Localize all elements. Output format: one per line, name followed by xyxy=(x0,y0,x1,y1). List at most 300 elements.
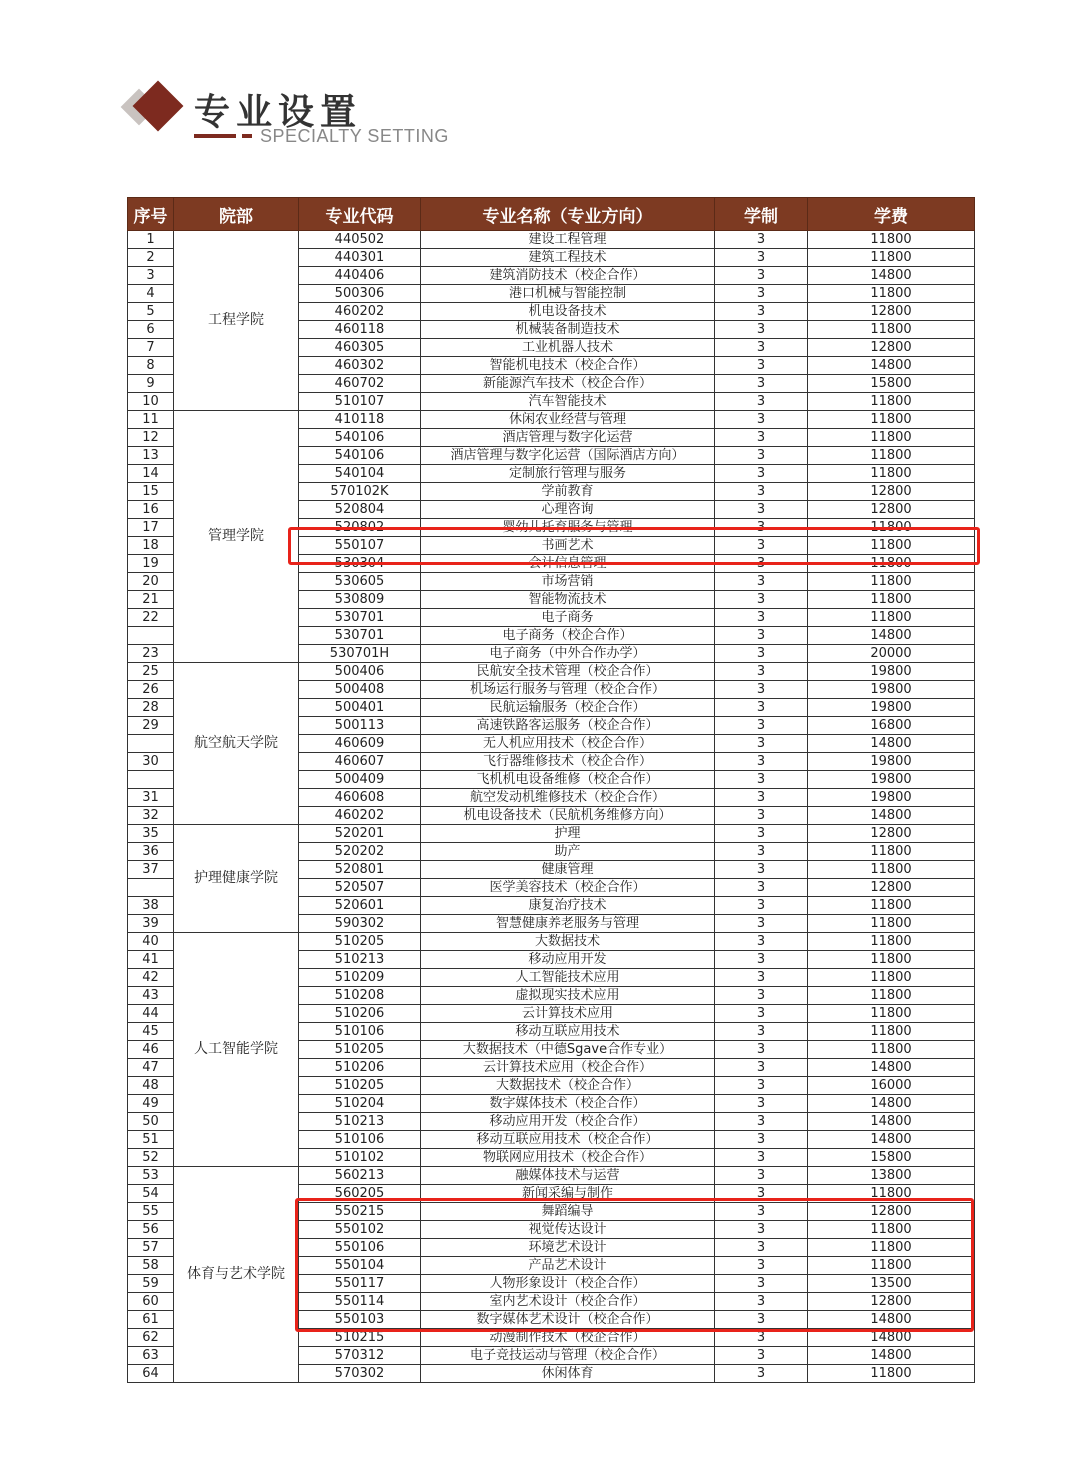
study-duration: 3 xyxy=(715,1311,808,1329)
row-index: 15 xyxy=(128,483,174,501)
specialty-code: 500306 xyxy=(299,285,421,303)
study-duration: 3 xyxy=(715,825,808,843)
title-english: SPECIALTY SETTING xyxy=(260,126,449,146)
study-duration: 3 xyxy=(715,303,808,321)
specialty-code: 460609 xyxy=(299,735,421,753)
row-index: 62 xyxy=(128,1329,174,1347)
tuition-fee: 14800 xyxy=(808,1311,975,1329)
study-duration: 3 xyxy=(715,555,808,573)
specialty-name: 移动应用开发（校企合作） xyxy=(421,1113,715,1131)
tuition-fee: 11800 xyxy=(808,915,975,933)
study-duration: 3 xyxy=(715,717,808,735)
specialty-code: 550117 xyxy=(299,1275,421,1293)
specialty-name: 飞行器维修技术（校企合作） xyxy=(421,753,715,771)
tuition-fee: 11800 xyxy=(808,987,975,1005)
specialty-name: 会计信息管理 xyxy=(421,555,715,573)
study-duration: 3 xyxy=(715,1059,808,1077)
row-index: 45 xyxy=(128,1023,174,1041)
row-index: 50 xyxy=(128,1113,174,1131)
specialty-code: 440502 xyxy=(299,231,421,249)
study-duration: 3 xyxy=(715,519,808,537)
specialty-code: 510205 xyxy=(299,933,421,951)
specialty-code: 550106 xyxy=(299,1239,421,1257)
specialty-code: 530701 xyxy=(299,627,421,645)
specialty-name: 虚拟现实技术应用 xyxy=(421,987,715,1005)
row-index: 51 xyxy=(128,1131,174,1149)
tuition-fee: 11800 xyxy=(808,951,975,969)
tuition-fee: 19800 xyxy=(808,789,975,807)
row-index: 37 xyxy=(128,861,174,879)
table-row xyxy=(128,663,975,681)
specialty-name: 学前教育 xyxy=(421,483,715,501)
specialty-name: 大数据技术 xyxy=(421,933,715,951)
tuition-fee: 11800 xyxy=(808,969,975,987)
row-index: 48 xyxy=(128,1077,174,1095)
row-index: 46 xyxy=(128,1041,174,1059)
specialty-code: 500113 xyxy=(299,717,421,735)
study-duration: 3 xyxy=(715,753,808,771)
study-duration: 3 xyxy=(715,1221,808,1239)
specialty-code: 530809 xyxy=(299,591,421,609)
specialty-code: 520804 xyxy=(299,501,421,519)
study-duration: 3 xyxy=(715,915,808,933)
department-name: 航空航天学院 xyxy=(174,663,299,825)
table-row xyxy=(128,933,975,951)
specialty-name: 民航运输服务（校企合作） xyxy=(421,699,715,717)
study-duration: 3 xyxy=(715,789,808,807)
specialty-code: 460607 xyxy=(299,753,421,771)
tuition-fee: 19800 xyxy=(808,681,975,699)
specialty-name: 医学美容技术（校企合作） xyxy=(421,879,715,897)
department-name: 护理健康学院 xyxy=(174,825,299,933)
specialty-name: 动漫制作技术（校企合作） xyxy=(421,1329,715,1347)
tuition-fee: 14800 xyxy=(808,1347,975,1365)
department-name: 管理学院 xyxy=(174,411,299,663)
row-index: 35 xyxy=(128,825,174,843)
specialty-code: 510206 xyxy=(299,1005,421,1023)
study-duration: 3 xyxy=(715,1167,808,1185)
specialty-code: 570302 xyxy=(299,1365,421,1383)
specialty-name: 环境艺术设计 xyxy=(421,1239,715,1257)
row-index: 54 xyxy=(128,1185,174,1203)
tuition-fee: 11800 xyxy=(808,465,975,483)
tuition-fee: 15800 xyxy=(808,375,975,393)
row-index: 23 xyxy=(128,645,174,663)
specialty-code: 570102K xyxy=(299,483,421,501)
specialty-name: 民航安全技术管理（校企合作） xyxy=(421,663,715,681)
row-index: 17 xyxy=(128,519,174,537)
specialty-name: 融媒体技术与运营 xyxy=(421,1167,715,1185)
row-index: 28 xyxy=(128,699,174,717)
tuition-fee: 14800 xyxy=(808,1131,975,1149)
row-index: 57 xyxy=(128,1239,174,1257)
specialty-name: 康复治疗技术 xyxy=(421,897,715,915)
row-index: 41 xyxy=(128,951,174,969)
specialty-name: 移动应用开发 xyxy=(421,951,715,969)
specialty-name: 健康管理 xyxy=(421,861,715,879)
study-duration: 3 xyxy=(715,321,808,339)
row-index: 13 xyxy=(128,447,174,465)
row-index: 18 xyxy=(128,537,174,555)
tuition-fee: 11800 xyxy=(808,249,975,267)
row-index: 29 xyxy=(128,717,174,735)
tuition-fee: 11800 xyxy=(808,591,975,609)
study-duration: 3 xyxy=(715,393,808,411)
specialty-name: 机械装备制造技术 xyxy=(421,321,715,339)
row-index xyxy=(128,771,174,789)
specialty-name: 产品艺术设计 xyxy=(421,1257,715,1275)
study-duration: 3 xyxy=(715,357,808,375)
study-duration: 3 xyxy=(715,1239,808,1257)
specialty-code: 510205 xyxy=(299,1041,421,1059)
tuition-fee: 12800 xyxy=(808,501,975,519)
specialty-name: 智慧健康养老服务与管理 xyxy=(421,915,715,933)
tuition-fee: 14800 xyxy=(808,1329,975,1347)
tuition-fee: 19800 xyxy=(808,771,975,789)
study-duration: 3 xyxy=(715,1293,808,1311)
row-index: 8 xyxy=(128,357,174,375)
row-index: 30 xyxy=(128,753,174,771)
specialty-name: 数字媒体技术（校企合作） xyxy=(421,1095,715,1113)
specialty-code: 510107 xyxy=(299,393,421,411)
study-duration: 3 xyxy=(715,249,808,267)
tuition-fee: 13800 xyxy=(808,1167,975,1185)
tuition-fee: 13500 xyxy=(808,1275,975,1293)
study-duration: 3 xyxy=(715,1149,808,1167)
row-index: 20 xyxy=(128,573,174,591)
row-index: 1 xyxy=(128,231,174,249)
specialty-code: 510102 xyxy=(299,1149,421,1167)
specialty-name: 电子竞技运动与管理（校企合作） xyxy=(421,1347,715,1365)
study-duration: 3 xyxy=(715,483,808,501)
row-index: 64 xyxy=(128,1365,174,1383)
row-index: 49 xyxy=(128,1095,174,1113)
specialty-code: 520802 xyxy=(299,519,421,537)
tuition-fee: 11800 xyxy=(808,393,975,411)
row-index: 63 xyxy=(128,1347,174,1365)
row-index: 58 xyxy=(128,1257,174,1275)
tuition-fee: 20000 xyxy=(808,645,975,663)
study-duration: 3 xyxy=(715,285,808,303)
specialty-name: 建筑消防技术（校企合作） xyxy=(421,267,715,285)
specialty-code: 510106 xyxy=(299,1131,421,1149)
specialty-code: 460702 xyxy=(299,375,421,393)
study-duration: 3 xyxy=(715,1347,808,1365)
specialty-code: 560213 xyxy=(299,1167,421,1185)
specialty-code: 510106 xyxy=(299,1023,421,1041)
tuition-fee: 14800 xyxy=(808,267,975,285)
specialty-name: 移动互联应用技术 xyxy=(421,1023,715,1041)
col-header-tuition: 学费 xyxy=(808,198,975,231)
row-index: 26 xyxy=(128,681,174,699)
tuition-fee: 11800 xyxy=(808,1365,975,1383)
specialty-name: 心理咨询 xyxy=(421,501,715,519)
tuition-fee: 11800 xyxy=(808,537,975,555)
tuition-fee: 11800 xyxy=(808,285,975,303)
specialty-name: 室内艺术设计（校企合作） xyxy=(421,1293,715,1311)
study-duration: 3 xyxy=(715,1095,808,1113)
specialty-code: 520201 xyxy=(299,825,421,843)
tuition-fee: 11800 xyxy=(808,1221,975,1239)
col-header-department: 院部 xyxy=(174,198,299,231)
row-index: 53 xyxy=(128,1167,174,1185)
specialty-code: 550107 xyxy=(299,537,421,555)
row-index: 39 xyxy=(128,915,174,933)
study-duration: 3 xyxy=(715,339,808,357)
table-row xyxy=(128,411,975,429)
row-index: 22 xyxy=(128,609,174,627)
specialty-name: 助产 xyxy=(421,843,715,861)
study-duration: 3 xyxy=(715,537,808,555)
table-row xyxy=(128,231,975,249)
study-duration: 3 xyxy=(715,951,808,969)
specialty-name: 机场运行服务与管理（校企合作） xyxy=(421,681,715,699)
specialty-name: 市场营销 xyxy=(421,573,715,591)
specialty-name: 电子商务（校企合作） xyxy=(421,627,715,645)
specialty-code: 590302 xyxy=(299,915,421,933)
specialty-code: 530304 xyxy=(299,555,421,573)
row-index: 36 xyxy=(128,843,174,861)
tuition-fee: 16800 xyxy=(808,717,975,735)
study-duration: 3 xyxy=(715,1077,808,1095)
tuition-fee: 14800 xyxy=(808,1113,975,1131)
tuition-fee: 14800 xyxy=(808,627,975,645)
tuition-fee: 11800 xyxy=(808,411,975,429)
tuition-fee: 12800 xyxy=(808,483,975,501)
title-underline xyxy=(194,134,236,138)
specialty-name: 大数据技术（校企合作） xyxy=(421,1077,715,1095)
study-duration: 3 xyxy=(715,1041,808,1059)
specialty-code: 440406 xyxy=(299,267,421,285)
study-duration: 3 xyxy=(715,933,808,951)
study-duration: 3 xyxy=(715,1329,808,1347)
row-index: 60 xyxy=(128,1293,174,1311)
specialty-code: 410118 xyxy=(299,411,421,429)
specialty-code: 520507 xyxy=(299,879,421,897)
specialty-name: 酒店管理与数字化运营 xyxy=(421,429,715,447)
row-index: 3 xyxy=(128,267,174,285)
study-duration: 3 xyxy=(715,1005,808,1023)
row-index: 42 xyxy=(128,969,174,987)
specialty-name: 工业机器人技术 xyxy=(421,339,715,357)
tuition-fee: 11800 xyxy=(808,1041,975,1059)
specialty-name: 移动互联应用技术（校企合作） xyxy=(421,1131,715,1149)
specialty-table xyxy=(127,197,975,1383)
study-duration: 3 xyxy=(715,1131,808,1149)
specialty-code: 510215 xyxy=(299,1329,421,1347)
specialty-code: 500406 xyxy=(299,663,421,681)
department-name: 人工智能学院 xyxy=(174,933,299,1167)
study-duration: 3 xyxy=(715,861,808,879)
row-index: 44 xyxy=(128,1005,174,1023)
study-duration: 3 xyxy=(715,267,808,285)
study-duration: 3 xyxy=(715,735,808,753)
tuition-fee: 12800 xyxy=(808,339,975,357)
specialty-code: 460202 xyxy=(299,807,421,825)
row-index: 7 xyxy=(128,339,174,357)
study-duration: 3 xyxy=(715,609,808,627)
specialty-name: 人工智能技术应用 xyxy=(421,969,715,987)
row-index: 59 xyxy=(128,1275,174,1293)
study-duration: 3 xyxy=(715,1365,808,1383)
row-index: 10 xyxy=(128,393,174,411)
specialty-code: 540106 xyxy=(299,429,421,447)
specialty-name: 电子商务（中外合作办学） xyxy=(421,645,715,663)
tuition-fee: 11800 xyxy=(808,1257,975,1275)
specialty-name: 高速铁路客运服务（校企合作） xyxy=(421,717,715,735)
row-index: 61 xyxy=(128,1311,174,1329)
specialty-code: 550103 xyxy=(299,1311,421,1329)
specialty-code: 510204 xyxy=(299,1095,421,1113)
col-header-duration: 学制 xyxy=(715,198,808,231)
row-index: 52 xyxy=(128,1149,174,1167)
tuition-fee: 14800 xyxy=(808,1059,975,1077)
specialty-name: 书画艺术 xyxy=(421,537,715,555)
specialty-name: 休闲体育 xyxy=(421,1365,715,1383)
row-index: 19 xyxy=(128,555,174,573)
tuition-fee: 11800 xyxy=(808,231,975,249)
specialty-name: 港口机械与智能控制 xyxy=(421,285,715,303)
row-index: 21 xyxy=(128,591,174,609)
row-index: 9 xyxy=(128,375,174,393)
specialty-code: 550102 xyxy=(299,1221,421,1239)
tuition-fee: 11800 xyxy=(808,519,975,537)
row-index: 4 xyxy=(128,285,174,303)
table-header-row xyxy=(128,198,975,231)
study-duration: 3 xyxy=(715,771,808,789)
row-index: 14 xyxy=(128,465,174,483)
specialty-table-wrap xyxy=(127,197,974,1383)
study-duration: 3 xyxy=(715,699,808,717)
specialty-name: 云计算技术应用（校企合作） xyxy=(421,1059,715,1077)
specialty-code: 550114 xyxy=(299,1293,421,1311)
specialty-code: 520801 xyxy=(299,861,421,879)
tuition-fee: 11800 xyxy=(808,1239,975,1257)
specialty-name: 飞机机电设备维修（校企合作） xyxy=(421,771,715,789)
col-header-code: 专业代码 xyxy=(299,198,421,231)
row-index: 5 xyxy=(128,303,174,321)
tuition-fee: 14800 xyxy=(808,357,975,375)
study-duration: 3 xyxy=(715,1023,808,1041)
title-chinese: 专业设置 xyxy=(194,91,363,133)
specialty-code: 550104 xyxy=(299,1257,421,1275)
tuition-fee: 11800 xyxy=(808,609,975,627)
study-duration: 3 xyxy=(715,501,808,519)
tuition-fee: 11800 xyxy=(808,1023,975,1041)
specialty-name: 护理 xyxy=(421,825,715,843)
tuition-fee: 11800 xyxy=(808,1185,975,1203)
specialty-name: 云计算技术应用 xyxy=(421,1005,715,1023)
tuition-fee: 11800 xyxy=(808,897,975,915)
study-duration: 3 xyxy=(715,411,808,429)
specialty-code: 460608 xyxy=(299,789,421,807)
specialty-code: 510208 xyxy=(299,987,421,1005)
study-duration: 3 xyxy=(715,969,808,987)
department-name: 工程学院 xyxy=(174,231,299,411)
specialty-code: 560205 xyxy=(299,1185,421,1203)
specialty-code: 500401 xyxy=(299,699,421,717)
study-duration: 3 xyxy=(715,429,808,447)
specialty-name: 建筑工程技术 xyxy=(421,249,715,267)
specialty-name: 定制旅行管理与服务 xyxy=(421,465,715,483)
study-duration: 3 xyxy=(715,843,808,861)
row-index xyxy=(128,627,174,645)
row-index xyxy=(128,879,174,897)
tuition-fee: 19800 xyxy=(808,663,975,681)
tuition-fee: 12800 xyxy=(808,1293,975,1311)
tuition-fee: 11800 xyxy=(808,861,975,879)
specialty-name: 视觉传达设计 xyxy=(421,1221,715,1239)
specialty-code: 540104 xyxy=(299,465,421,483)
study-duration: 3 xyxy=(715,465,808,483)
col-header-name: 专业名称（专业方向） xyxy=(421,198,715,231)
specialty-name: 物联网应用技术（校企合作） xyxy=(421,1149,715,1167)
specialty-name: 电子商务 xyxy=(421,609,715,627)
specialty-code: 460202 xyxy=(299,303,421,321)
section-header xyxy=(126,82,526,152)
study-duration: 3 xyxy=(715,1257,808,1275)
study-duration: 3 xyxy=(715,1203,808,1221)
specialty-name: 酒店管理与数字化运营（国际酒店方向） xyxy=(421,447,715,465)
tuition-fee: 12800 xyxy=(808,1203,975,1221)
specialty-code: 500409 xyxy=(299,771,421,789)
specialty-code: 510205 xyxy=(299,1077,421,1095)
specialty-name: 无人机应用技术（校企合作） xyxy=(421,735,715,753)
specialty-name: 建设工程管理 xyxy=(421,231,715,249)
specialty-name: 汽车智能技术 xyxy=(421,393,715,411)
row-index: 31 xyxy=(128,789,174,807)
specialty-code: 530605 xyxy=(299,573,421,591)
row-index xyxy=(128,735,174,753)
tuition-fee: 14800 xyxy=(808,807,975,825)
study-duration: 3 xyxy=(715,645,808,663)
row-index: 2 xyxy=(128,249,174,267)
specialty-code: 520601 xyxy=(299,897,421,915)
tuition-fee: 11800 xyxy=(808,447,975,465)
specialty-code: 540106 xyxy=(299,447,421,465)
study-duration: 3 xyxy=(715,231,808,249)
row-index: 55 xyxy=(128,1203,174,1221)
tuition-fee: 11800 xyxy=(808,321,975,339)
study-duration: 3 xyxy=(715,987,808,1005)
specialty-code: 530701H xyxy=(299,645,421,663)
tuition-fee: 11800 xyxy=(808,573,975,591)
tuition-fee: 19800 xyxy=(808,753,975,771)
row-index: 12 xyxy=(128,429,174,447)
tuition-fee: 11800 xyxy=(808,429,975,447)
specialty-name: 婴幼儿托育服务与管理 xyxy=(421,519,715,537)
tuition-fee: 19800 xyxy=(808,699,975,717)
study-duration: 3 xyxy=(715,627,808,645)
specialty-name: 新能源汽车技术（校企合作） xyxy=(421,375,715,393)
specialty-code: 510213 xyxy=(299,1113,421,1131)
row-index: 25 xyxy=(128,663,174,681)
department-name: 体育与艺术学院 xyxy=(174,1167,299,1383)
tuition-fee: 11800 xyxy=(808,1005,975,1023)
specialty-name: 舞蹈编导 xyxy=(421,1203,715,1221)
table-row xyxy=(128,1167,975,1185)
specialty-code: 520202 xyxy=(299,843,421,861)
specialty-code: 510213 xyxy=(299,951,421,969)
study-duration: 3 xyxy=(715,897,808,915)
study-duration: 3 xyxy=(715,807,808,825)
specialty-code: 550215 xyxy=(299,1203,421,1221)
specialty-name: 机电设备技术（民航机务维修方向） xyxy=(421,807,715,825)
row-index: 38 xyxy=(128,897,174,915)
row-index: 56 xyxy=(128,1221,174,1239)
study-duration: 3 xyxy=(715,1275,808,1293)
study-duration: 3 xyxy=(715,375,808,393)
